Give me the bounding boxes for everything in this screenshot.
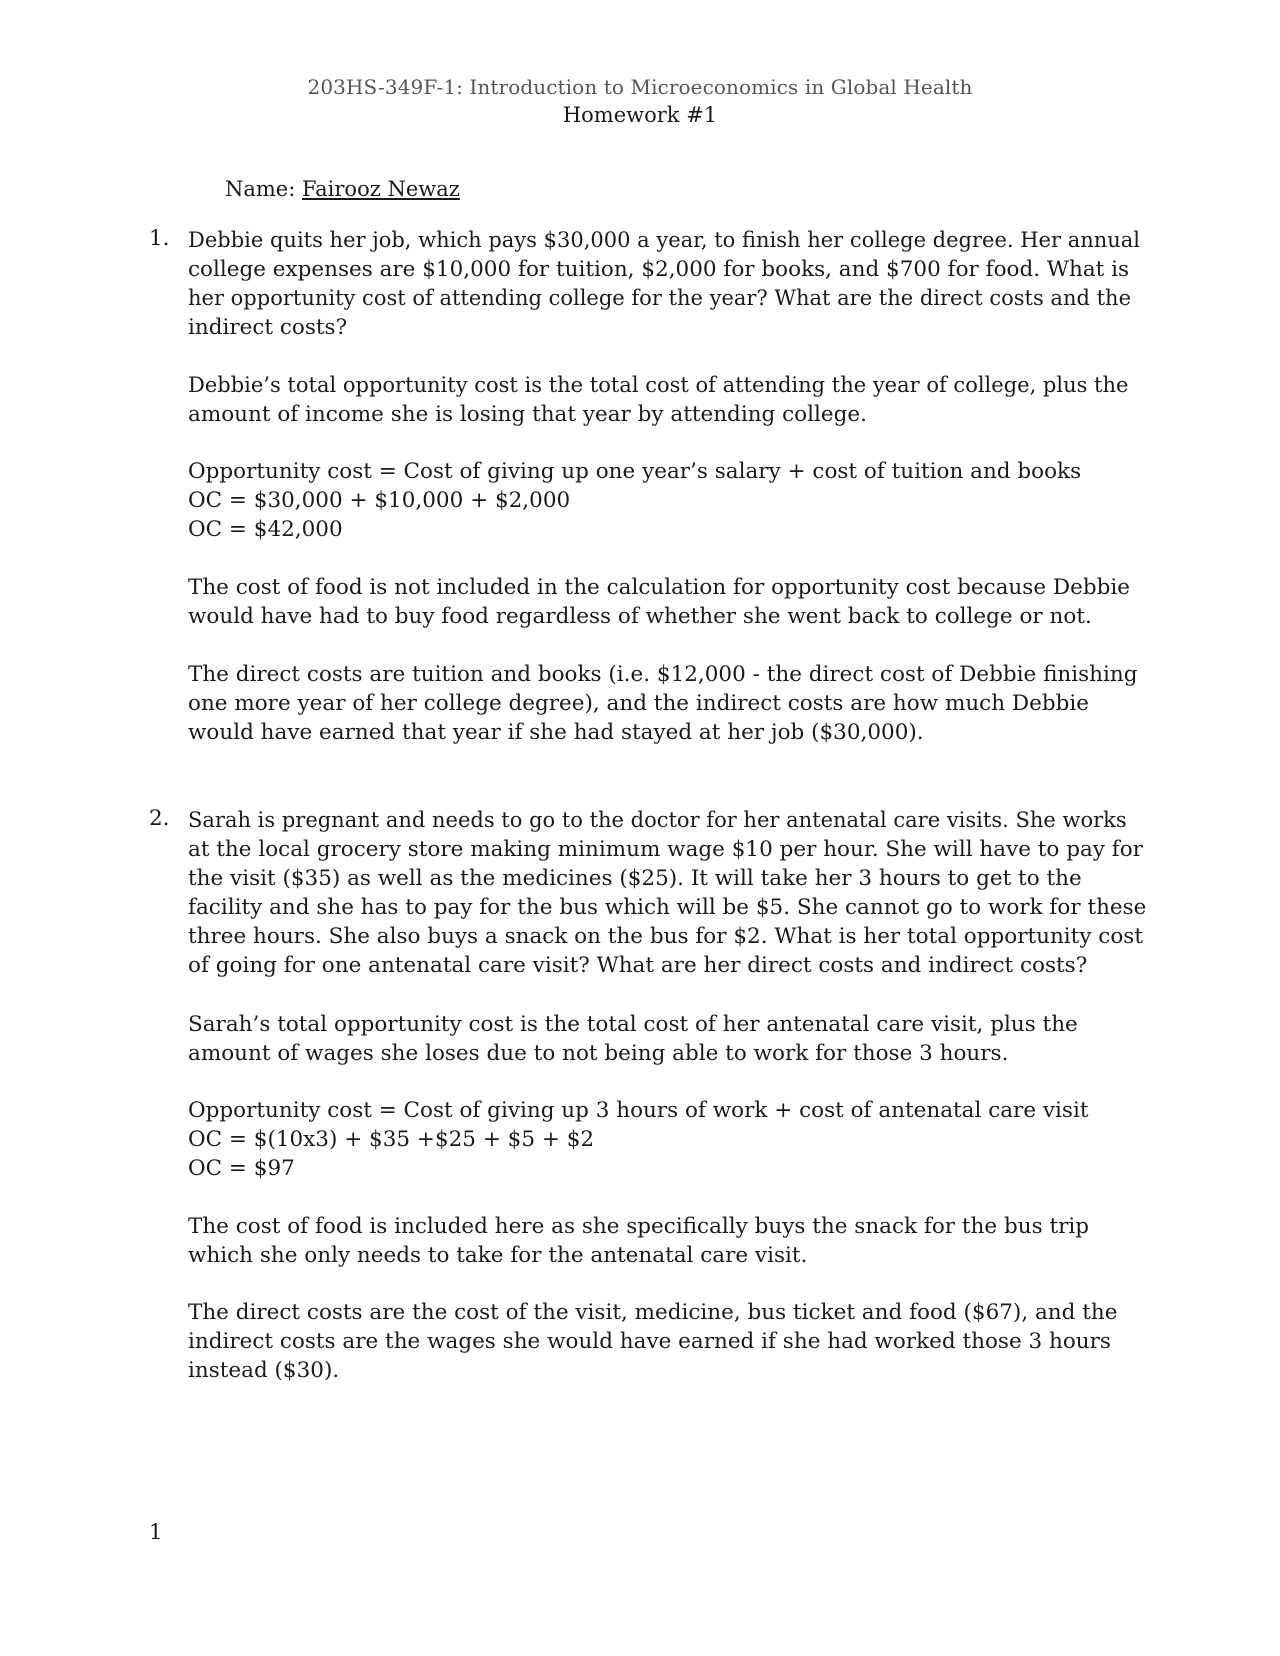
name-label: Name: [225, 177, 296, 201]
answer-1-formula [188, 457, 1148, 544]
formula-line: OC = $42,000 [188, 517, 343, 542]
formula-line: Opportunity cost = Cost of giving up one year’s salary + cost of tuition and books [188, 459, 1082, 484]
question-2-line: the visit ($35) as well as the medicines ($25). It will take her 3 hours to get to the [188, 866, 1082, 891]
course-title: 203HS-349F-1: Introduction to Microeconomics in Global Health [307, 75, 973, 99]
answer-line: which she only needs to take for the antenatal care visit. [188, 1243, 808, 1268]
question-1-line: her opportunity cost of attending college for the year? What are the direct costs and the [188, 286, 1131, 310]
question-2-line: of going for one antenatal care visit? What are her direct costs and indirect costs? [188, 953, 1088, 978]
formula-line: Opportunity cost = Cost of giving up 3 hours of work + cost of antenatal care visit [188, 1098, 1089, 1123]
formula-line: OC = $(10x3) + $35 +$25 + $5 + $2 [188, 1127, 595, 1152]
question-2-number: 2. [149, 806, 170, 831]
question-2-line: Sarah is pregnant and needs to go to the doctor for her antenatal care visits. She works [188, 808, 1127, 832]
answer-line: would have had to buy food regardless of whether she went back to college or not. [188, 604, 1092, 629]
answer-1-paragraph-2 [188, 573, 1148, 631]
question-1-text [188, 226, 1148, 342]
answer-2-paragraph-2 [188, 1212, 1148, 1270]
answer-line: one more year of her college degree), and the indirect costs are how much Debbie [188, 691, 1089, 716]
answer-line: amount of wages she loses due to not being able to work for those 3 hours. [188, 1041, 1009, 1066]
question-1-line: college expenses are $10,000 for tuition, $2,000 for books, and $700 for food. What is [188, 257, 1130, 282]
answer-2-paragraph-3 [188, 1298, 1148, 1385]
page-number: 1 [149, 1520, 163, 1544]
formula-line: OC = $97 [188, 1156, 295, 1181]
name-value: Fairooz Newaz [302, 177, 460, 201]
answer-1-paragraph-3 [188, 660, 1148, 747]
answer-1-paragraph-1 [188, 371, 1148, 429]
homework-title: Homework #1 [562, 103, 718, 127]
answer-line: amount of income she is losing that year by attending college. [188, 402, 867, 427]
question-1-line: Debbie quits her job, which pays $30,000 a year, to finish her college degree. Her annual [188, 228, 1141, 252]
answer-2-formula [188, 1096, 1148, 1183]
answer-line: Debbie’s total opportunity cost is the total cost of attending the year of college, plus the [188, 373, 1129, 397]
question-1-line: indirect costs? [188, 315, 348, 340]
formula-line: OC = $30,000 + $10,000 + $2,000 [188, 488, 571, 513]
question-2-text [188, 806, 1148, 980]
answer-line: The direct costs are tuition and books (i.e. $12,000 - the direct cost of Debbie finishing [188, 662, 1138, 687]
answer-line: The direct costs are the cost of the visit, medicine, bus ticket and food ($67), and the [188, 1300, 1118, 1325]
question-2-line: three hours. She also buys a snack on the bus for $2. What is her total opportunity cost [188, 924, 1143, 949]
question-2-line: facility and she has to pay for the bus which will be $5. She cannot go to work for these [188, 895, 1147, 920]
answer-2-paragraph-1 [188, 1010, 1148, 1068]
question-1-number: 1. [149, 226, 170, 251]
answer-line: Sarah’s total opportunity cost is the total cost of her antenatal care visit, plus the [188, 1012, 1078, 1037]
question-2-line: at the local grocery store making minimum wage $10 per hour. She will have to pay for [188, 837, 1143, 862]
answer-line: would have earned that year if she had stayed at her job ($30,000). [188, 720, 924, 745]
answer-line: indirect costs are the wages she would have earned if she had worked those 3 hours [188, 1329, 1111, 1354]
answer-line: The cost of food is not included in the calculation for opportunity cost because Debbie [188, 575, 1130, 600]
answer-line: The cost of food is included here as she specifically buys the snack for the bus trip [188, 1214, 1089, 1239]
student-name-line [225, 177, 460, 201]
answer-line: instead ($30). [188, 1358, 340, 1383]
